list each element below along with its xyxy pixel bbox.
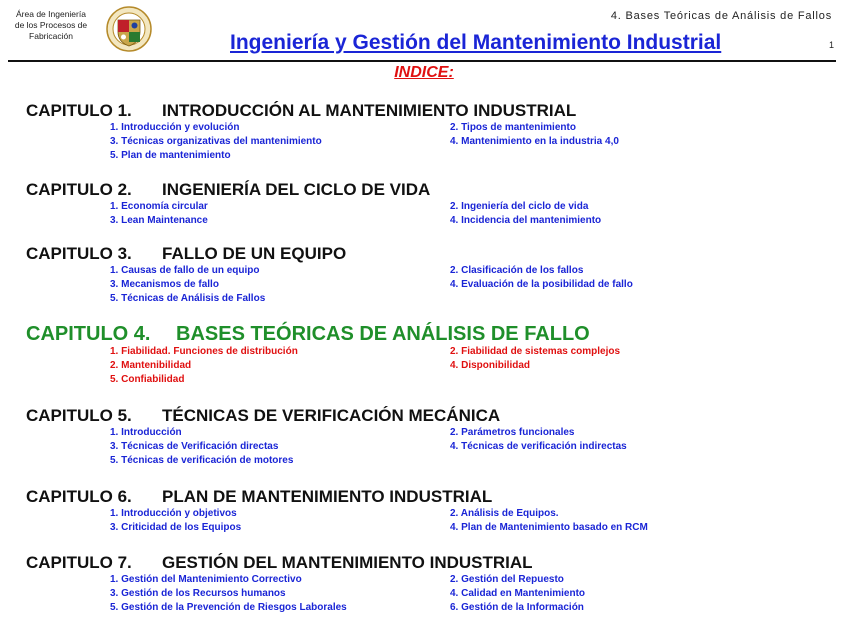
toc-item[interactable]: 4. Evaluación de la posibilidad de fallo (450, 279, 633, 290)
chapter-number: CAPITULO 7. (26, 553, 132, 572)
toc-item[interactable]: 1. Causas de fallo de un equipo (110, 265, 260, 276)
toc-item[interactable]: 3. Mecanismos de fallo (110, 279, 219, 290)
chapter-number: CAPITULO 5. (26, 406, 132, 425)
department-name (8, 9, 94, 42)
toc-item[interactable]: 5. Técnicas de verificación de motores (110, 455, 294, 466)
toc-item[interactable]: 2. Análisis de Equipos. (450, 508, 559, 519)
toc-item[interactable]: 1. Fiabilidad. Funciones de distribución (110, 346, 298, 357)
page-number: 1 (828, 40, 834, 50)
department-line: de los Procesos de (14, 20, 88, 30)
toc-item[interactable]: 1. Economía circular (110, 201, 208, 212)
chapter-heading (26, 323, 836, 345)
toc-item[interactable]: 2. Ingeniería del ciclo de vida (450, 201, 589, 212)
toc-item[interactable]: 3. Gestión de los Recursos humanos (110, 588, 286, 599)
toc-item[interactable]: 5. Gestión de la Prevención de Riesgos Laborales (110, 602, 347, 613)
chapter-title: INTRODUCCIÓN AL MANTENIMIENTO INDUSTRIAL (162, 101, 577, 120)
toc-item[interactable]: 5. Confiabilidad (110, 374, 185, 385)
toc-item[interactable]: 4. Incidencia del mantenimiento (450, 215, 602, 226)
toc-item[interactable]: 5. Plan de mantenimiento (110, 150, 231, 161)
chapter-5 (26, 406, 836, 470)
chapter-heading (26, 180, 836, 200)
chapter-1 (26, 101, 836, 165)
toc-item[interactable]: 3. Lean Maintenance (110, 215, 208, 226)
chapter-6 (26, 487, 836, 551)
toc-item[interactable]: 2. Tipos de mantenimiento (450, 122, 576, 133)
department-line: Fabricación (29, 31, 73, 41)
chapter-items (26, 426, 836, 470)
toc-item[interactable]: 2. Fiabilidad de sistemas complejos (450, 346, 621, 357)
toc-item[interactable]: 3. Técnicas de Verificación directas (110, 441, 279, 452)
chapter-title: PLAN DE MANTENIMIENTO INDUSTRIAL (162, 487, 493, 506)
chapter-items (26, 264, 836, 308)
chapter-items (26, 121, 836, 165)
chapter-number: CAPITULO 2. (26, 180, 132, 199)
page-header (0, 0, 848, 62)
header-divider (8, 60, 836, 62)
chapter-items (26, 573, 836, 617)
toc-item[interactable]: 4. Técnicas de verificación indirectas (450, 441, 627, 452)
toc-item[interactable]: 1. Introducción y evolución (110, 122, 240, 133)
chapter-4-current (26, 323, 836, 389)
toc-item[interactable]: 5. Técnicas de Análisis de Fallos (110, 293, 266, 304)
chapter-items (26, 345, 836, 389)
chapter-heading (26, 101, 836, 121)
chapter-number: CAPITULO 4. (26, 323, 151, 345)
chapter-title: TÉCNICAS DE VERIFICACIÓN MECÁNICA (162, 406, 501, 425)
chapter-title: INGENIERÍA DEL CICLO DE VIDA (162, 180, 431, 199)
page-title: Ingeniería y Gestión del Mantenimiento Industrial (230, 31, 722, 54)
toc-item[interactable]: 3. Criticidad de los Equipos (110, 522, 242, 533)
toc-item[interactable]: 2. Parámetros funcionales (450, 427, 575, 438)
toc-item[interactable]: 1. Gestión del Mantenimiento Correctivo (110, 574, 302, 585)
toc-item[interactable]: 4. Calidad en Mantenimiento (450, 588, 586, 599)
chapter-2 (26, 180, 836, 244)
toc-item[interactable]: 6. Gestión de la Información (450, 602, 584, 613)
toc-item[interactable]: 1. Introducción (110, 427, 182, 438)
chapter-number: CAPITULO 3. (26, 244, 132, 263)
toc-item[interactable]: 4. Plan de Mantenimiento basado en RCM (450, 522, 648, 533)
chapter-title: GESTIÓN DEL MANTENIMIENTO INDUSTRIAL (162, 553, 533, 572)
toc-item[interactable]: 2. Gestión del Repuesto (450, 574, 564, 585)
chapter-items (26, 507, 836, 551)
chapter-items (26, 200, 836, 244)
chapter-title: BASES TEÓRICAS DE ANÁLISIS DE FALLO (176, 323, 590, 345)
toc-item[interactable]: 2. Mantenibilidad (110, 360, 192, 371)
chapter-7 (26, 553, 836, 617)
university-seal-icon (106, 6, 152, 52)
chapter-heading (26, 487, 836, 507)
section-label: 4. Bases Teóricas de Análisis de Fallos (610, 10, 832, 22)
chapter-heading (26, 244, 836, 264)
toc-item[interactable]: 4. Disponibilidad (450, 360, 531, 371)
chapter-heading (26, 553, 836, 573)
chapter-number: CAPITULO 1. (26, 101, 132, 120)
chapter-title: FALLO DE UN EQUIPO (162, 244, 347, 263)
chapter-number: CAPITULO 6. (26, 487, 132, 506)
department-line: Área de Ingeniería (16, 9, 86, 19)
chapter-3 (26, 244, 836, 308)
chapter-heading (26, 406, 836, 426)
toc-item[interactable]: 4. Mantenimiento en la industria 4,0 (450, 136, 619, 147)
toc-item[interactable]: 2. Clasificación de los fallos (450, 265, 584, 276)
index-title: INDICE: (394, 64, 454, 81)
toc-item[interactable]: 3. Técnicas organizativas del mantenimiento (110, 136, 322, 147)
toc-item[interactable]: 1. Introducción y objetivos (110, 508, 237, 519)
